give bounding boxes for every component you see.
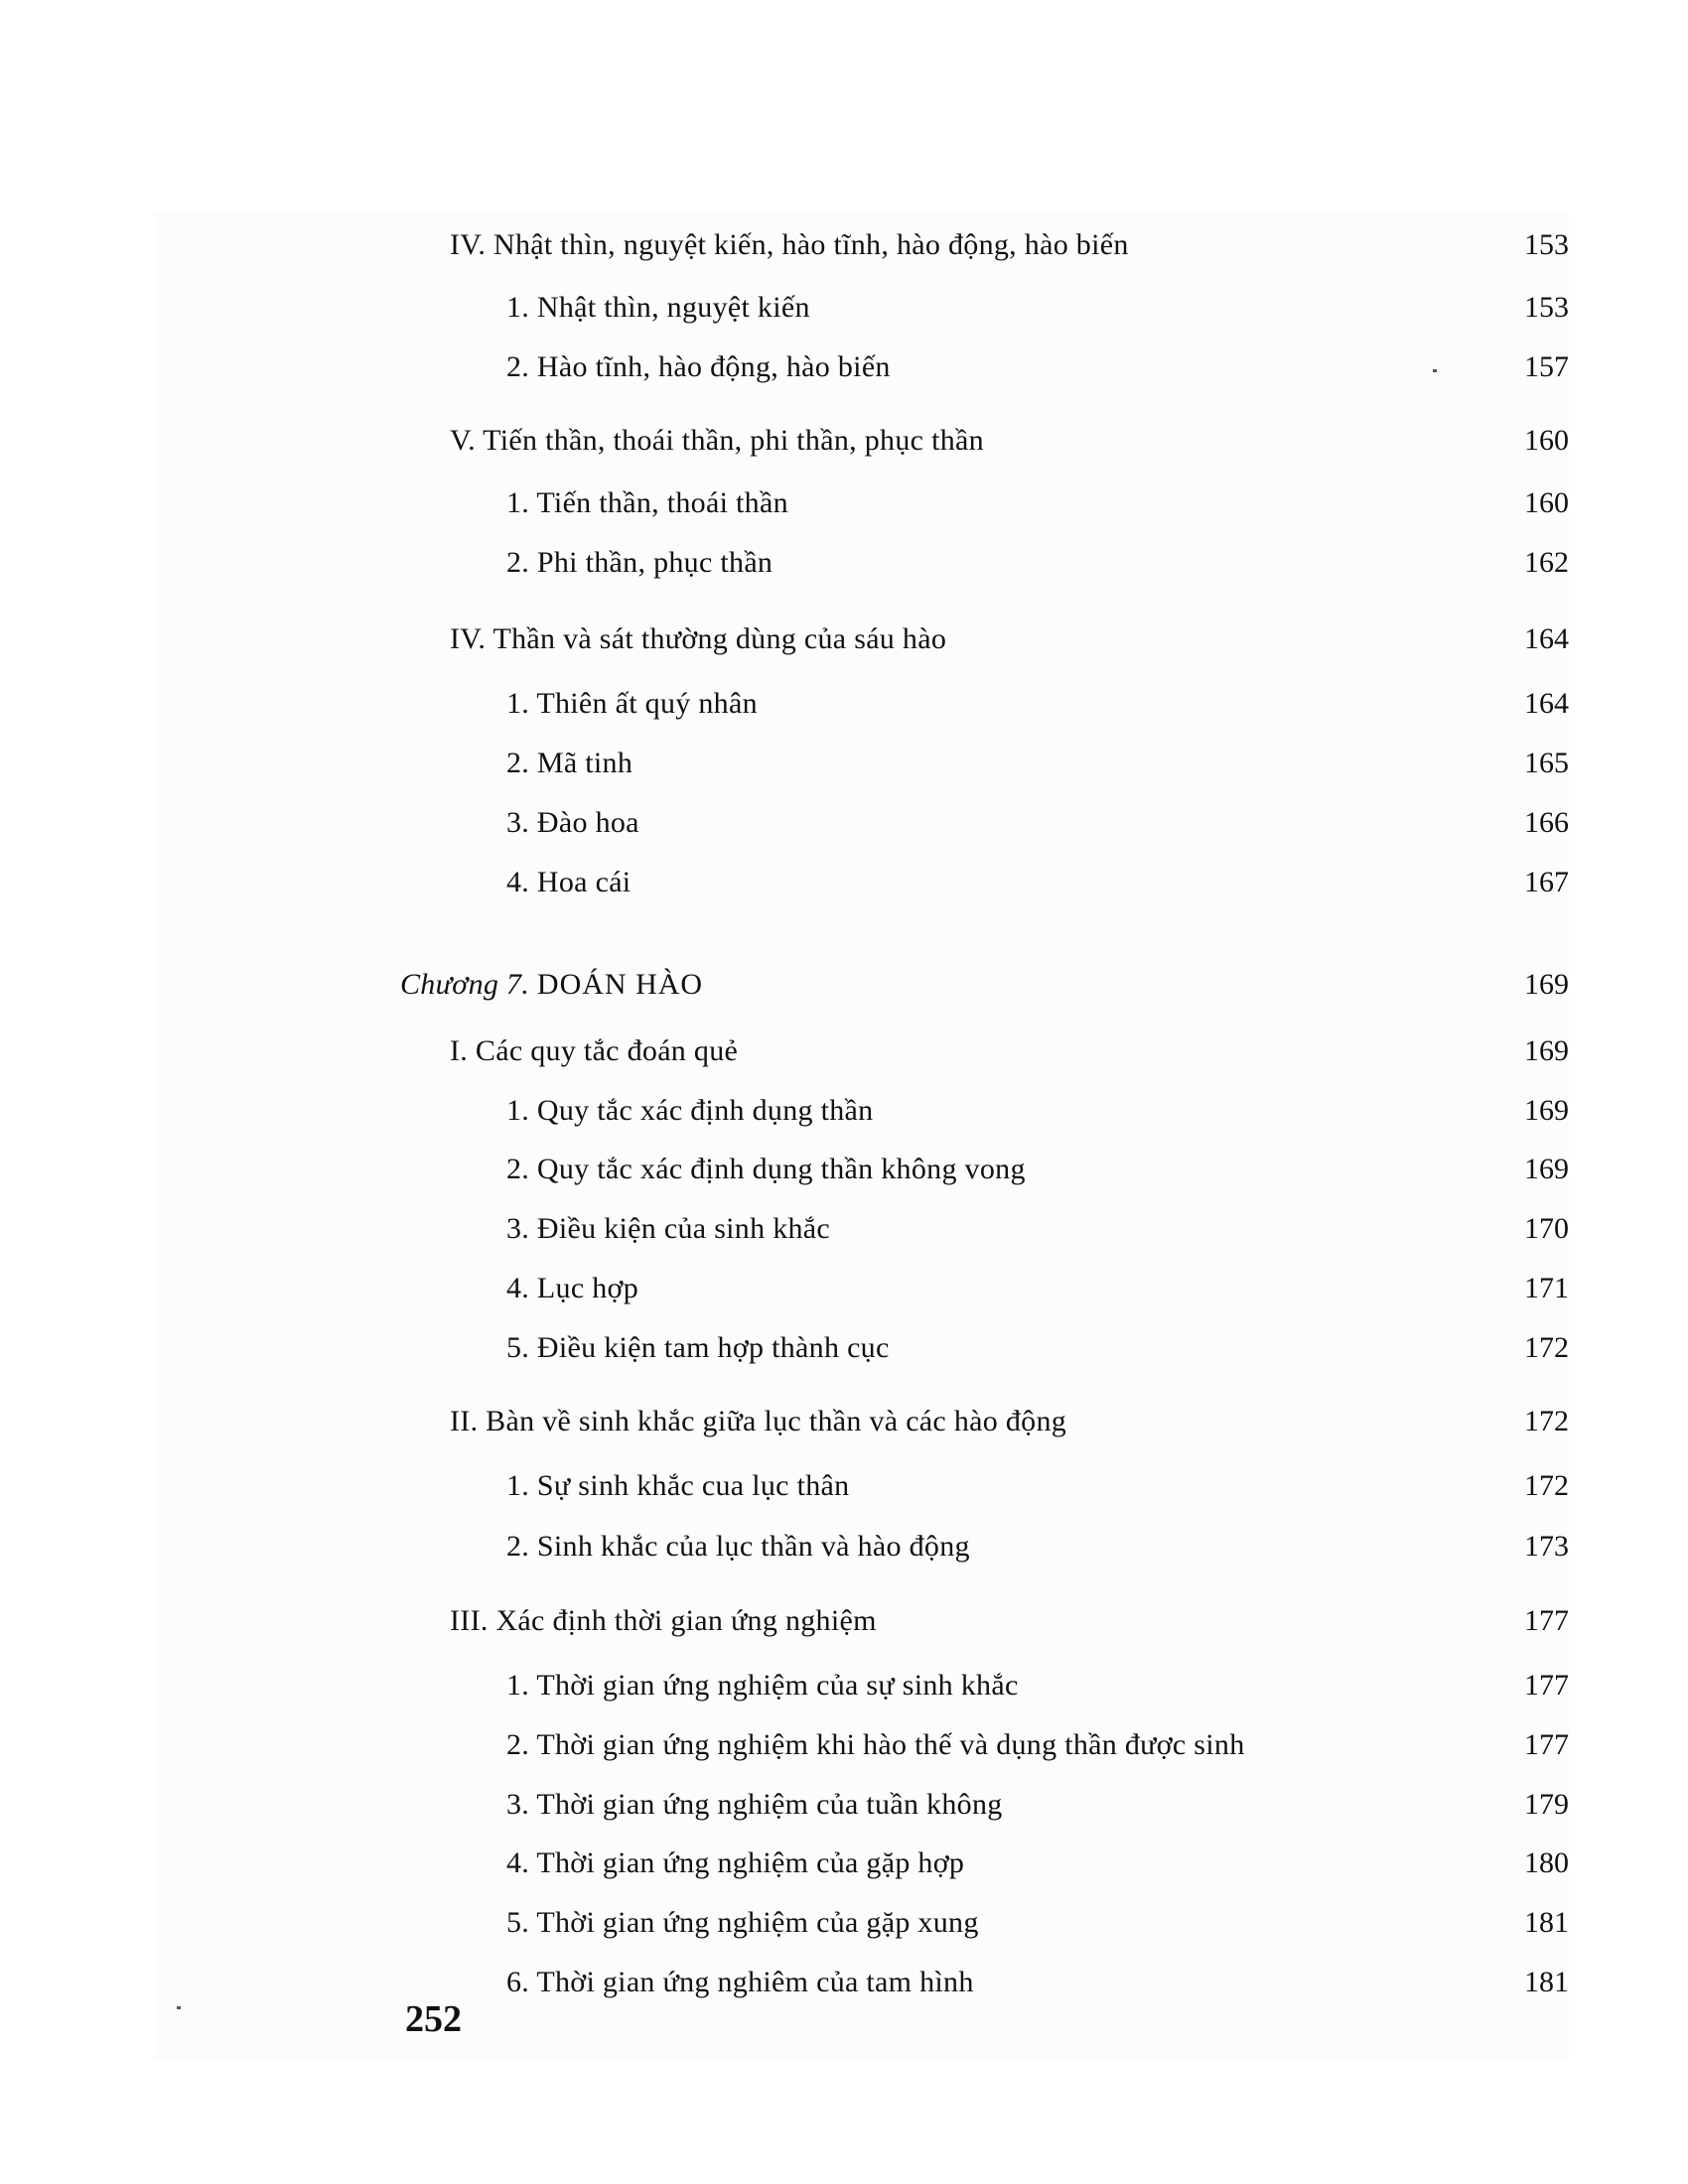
toc-item-row (0, 286, 1688, 330)
toc-page-number: 153 (1524, 228, 1569, 261)
toc-page-number: 167 (1524, 866, 1569, 898)
toc-page-number: 169 (1524, 1094, 1569, 1127)
toc-entry-title: IV. Thần và sát thường dùng của sáu hào (450, 622, 947, 655)
toc-page-number: 171 (1524, 1272, 1569, 1304)
chapter-label: Chương 7. (400, 968, 530, 1001)
toc-page-number: 181 (1524, 1966, 1569, 1998)
toc-page-number: 160 (1524, 486, 1569, 519)
toc-section-row (0, 1029, 1688, 1073)
toc-page-number: 164 (1524, 622, 1569, 655)
toc-entry-title: 1. Thiên ất quý nhân (506, 687, 758, 720)
toc-section-row (0, 419, 1688, 463)
toc-page-number: 169 (1524, 1153, 1569, 1185)
toc-page-number: 172 (1524, 1331, 1569, 1364)
toc-page-number: 169 (1524, 968, 1569, 1001)
toc-section-row (0, 1400, 1688, 1443)
toc-chapter-heading (400, 963, 703, 1007)
toc-item-row (0, 1464, 1688, 1508)
toc-item-row (0, 1326, 1688, 1370)
toc-item-row (0, 481, 1688, 525)
toc-entry-title: 4. Lục hợp (506, 1272, 639, 1304)
toc-item-row (0, 1783, 1688, 1827)
toc-entry-title: 1. Quy tắc xác định dụng thần (506, 1094, 874, 1127)
toc-item-row (0, 1961, 1688, 2004)
toc-entry-title: 5. Điều kiện tam hợp thành cục (506, 1331, 890, 1364)
toc-page-number: 164 (1524, 687, 1569, 720)
toc-item-row (0, 1525, 1688, 1569)
toc-section-row (0, 1599, 1688, 1643)
toc-item-row (0, 682, 1688, 726)
toc-item-row (0, 801, 1688, 845)
toc-page-number: 177 (1524, 1669, 1569, 1702)
toc-item-row (0, 345, 1688, 389)
toc-entry-title: I. Các quy tắc đoán quẻ (450, 1034, 739, 1067)
toc-entry-title: V. Tiến thần, thoái thần, phi thần, phục thần (450, 424, 984, 457)
toc-item-row (0, 1207, 1688, 1251)
toc-entry-title: 3. Điều kiện của sinh khắc (506, 1212, 831, 1245)
toc-page-number: 165 (1524, 747, 1569, 779)
scan-speck (1433, 369, 1437, 372)
toc-entry-title: 2. Sinh khắc của lục thần và hào động (506, 1530, 970, 1563)
toc-entry-title: 1. Tiến thần, thoái thần (506, 486, 788, 519)
toc-page-number: 181 (1524, 1906, 1569, 1939)
toc-page-number: 153 (1524, 291, 1569, 324)
toc-entry-title: 3. Đào hoa (506, 806, 639, 839)
toc-entry-title: 2. Hào tĩnh, hào động, hào biến (506, 350, 891, 383)
toc-page-number: 169 (1524, 1034, 1569, 1067)
toc-entry-title: 2. Thời gian ứng nghiệm khi hào thế và dụng thần được sinh (506, 1728, 1245, 1761)
toc-entry-title: 1. Nhật thìn, nguyệt kiến (506, 291, 810, 324)
toc-section-row (0, 223, 1688, 267)
toc-page-number: 177 (1524, 1728, 1569, 1761)
toc-entry-title: II. Bàn về sinh khắc giữa lục thần và các hào động (450, 1405, 1067, 1437)
toc-page-number: 180 (1524, 1846, 1569, 1879)
toc-item-row (0, 861, 1688, 904)
scan-speck (177, 2006, 181, 2009)
toc-item-row (0, 1089, 1688, 1133)
toc-entry-title: 2. Quy tắc xác định dụng thần không vong (506, 1153, 1026, 1185)
toc-page-number: 172 (1524, 1405, 1569, 1437)
toc-entry-title: 3. Thời gian ứng nghiệm của tuần không (506, 1788, 1003, 1821)
toc-entry-title: 2. Phi thần, phục thần (506, 546, 774, 579)
chapter-title: DOÁN HÀO (536, 968, 704, 1001)
toc-item-row (0, 1723, 1688, 1767)
toc-section-row (0, 617, 1688, 661)
toc-entry-title: 4. Hoa cái (506, 866, 632, 898)
toc-entry-title: III. Xác định thời gian ứng nghiệm (450, 1604, 877, 1637)
toc-entry-title: 1. Sự sinh khắc cua lục thân (506, 1469, 850, 1502)
toc-item-row (0, 742, 1688, 785)
toc-entry-title: 2. Mã tinh (506, 747, 633, 779)
toc-entry-title: 1. Thời gian ứng nghiệm của sự sinh khắc (506, 1669, 1019, 1702)
page-number: 252 (405, 1998, 462, 2040)
toc-chapter-row (0, 963, 1688, 1007)
toc-page-number: 177 (1524, 1604, 1569, 1637)
toc-page-number: 179 (1524, 1788, 1569, 1821)
toc-entry-title: 6. Thời gian ứng nghiêm của tam hình (506, 1966, 974, 1998)
toc-item-row (0, 1842, 1688, 1885)
toc-page-number: 157 (1524, 350, 1569, 383)
toc-item-row (0, 1148, 1688, 1191)
toc-item-row (0, 1901, 1688, 1945)
toc-page-number: 172 (1524, 1469, 1569, 1502)
toc-item-row (0, 1664, 1688, 1707)
toc-entry-title: IV. Nhật thìn, nguyệt kiến, hào tĩnh, hào động, hào biến (450, 228, 1129, 261)
toc-item-row (0, 541, 1688, 585)
toc-entry-title: 5. Thời gian ứng nghiệm của gặp xung (506, 1906, 979, 1939)
toc-page-number: 170 (1524, 1212, 1569, 1245)
toc-item-row (0, 1267, 1688, 1310)
toc-page-number: 173 (1524, 1530, 1569, 1563)
toc-entry-title: 4. Thời gian ứng nghiệm của gặp hợp (506, 1846, 965, 1879)
toc-page-number: 162 (1524, 546, 1569, 579)
toc-page-number: 160 (1524, 424, 1569, 457)
toc-page-number: 166 (1524, 806, 1569, 839)
